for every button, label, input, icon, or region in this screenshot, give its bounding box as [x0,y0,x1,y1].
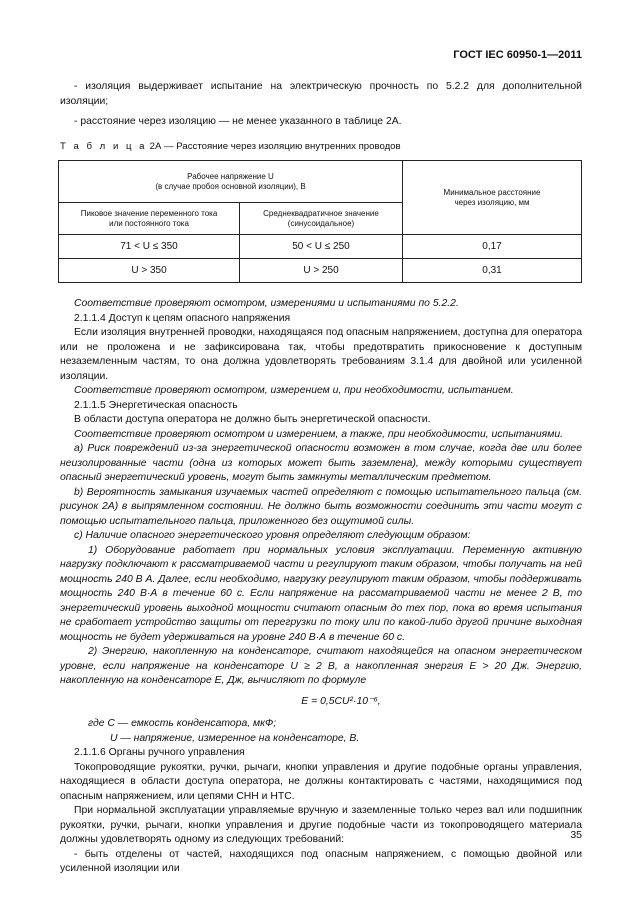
paragraph: Токопроводящие рукоятки, ручки, рычаги, кнопки управления и другие подобные органы управления, находящиеся в области доступа оператора, не должны контактировать с частями, находящимися под опасным напряжением, или цепями СНН и НТС. [60,761,582,802]
header-line: Минимальное расстояние [443,187,541,197]
page-header: ГОСТ IEC 60950-1—2011 [453,49,582,61]
section-heading: 2.1.1.6 Органы ручного управления [74,747,245,758]
paragraph: с) Наличие опасного энергетического уровня определяют следующим образом: [74,530,471,541]
paragraph: При нормальной эксплуатации управляемые вручную и заземленные только через вал или подшипник рукоятки, ручки, рычаги, кнопки управления и другие подобные части из токопроводящего материала должны удовлетворять одному из следующих требований: [60,805,582,845]
document-body [60,80,582,877]
insulation-distance-table [58,160,582,283]
formula-legend: U — напряжение, измеренное на конденсаторе, В. [110,732,360,744]
cell-distance: 0,17 [403,235,582,259]
paragraph: Соответствие проверяют осмотром, измерениями и испытаниями по 5.2.2. [74,298,459,309]
header-line: или постоянного тока [109,218,189,228]
paragraph: а) Риск повреждений из-за энергетической опасности возможен в том случае, когда две или более неизолированные части (одна из которых может быть заземлена), между которыми существует опасный энергетический уровень, могут быть замкнуты металлическим предметом. [60,443,582,483]
header-line: через изоляцию, мм [454,197,530,207]
cell-peak: U > 350 [59,259,240,283]
cell-rms: 50 < U ≤ 250 [240,235,403,259]
header-line: Пиковое значение переменного тока [80,208,218,218]
table-caption [60,140,582,155]
cell-rms: U > 250 [240,259,403,283]
cell-peak: 71 < U ≤ 350 [59,235,240,259]
energy-formula: E = 0,5CU²·10⁻⁶, [301,695,381,707]
header-line: (синусоидальное) [287,218,355,228]
paragraph: В области доступа оператора не должно быть энергетической опасности. [74,414,431,425]
header-line: Среднеквадратичное значение [263,208,379,218]
table-caption-lead: Т а б л и ц а [60,140,147,152]
section-heading: 2.1.1.4 Доступ к цепям опасного напряжения [74,312,291,324]
paragraph: Соответствие проверяют осмотром, измерением и, при необходимости, испытанием. [74,385,514,396]
header-line: Рабочее напряжение U [187,171,274,181]
cell-distance: 0,31 [403,259,582,283]
header-min-distance [403,161,582,235]
table-caption-text: 2А — Расстояние через изоляцию внутренних проводов [146,140,401,152]
paragraph: b) Вероятность замыкания изучаемых частей определяют с помощью испытательного пальца (см. рисунок 2А) в выпрямленном состоянии. Не должно быть возможности соединить эти части могут с помощью испытательного пальца, приложенного без ощутимой силы. [60,486,582,527]
paragraph: - изоляция выдерживает испытание на электрическую прочность по 5.2.2 для дополнительной изоляции; [60,81,582,107]
formula-legend: где С — емкость конденсатора, мкФ; [88,718,277,729]
paragraph: - быть отделены от частей, находящихся под опасным напряжением, с помощью двойной или усиленной изоляции или [60,848,582,874]
paragraph: 2) Энергию, накопленную на конденсаторе, считают находящейся на опасном энергетическом уровне, если напряжение на конденсаторе U ≥ 2 В, а накопленная энергия E > 20 Дж. Энергию, накопленную на конденсаторе Е, Дж, вычисляют по формуле [60,646,582,686]
header-peak-value [59,203,240,235]
page-number: 35 [570,829,582,841]
paragraph: Если изоляция внутренней проводки, находящаяся под опасным напряжением, доступна для оператора или не проложена и не зафиксирована так, чтобы предотвратить прикосновение к доступным незаземленным частям, то она должна удовлетворять требованиям 3.1.4 для двойной или усиленной изоляции. [60,327,582,382]
section-heading: 2.1.1.5 Энергетическая опасность [74,399,238,411]
paragraph: Соответствие проверяют осмотром и измерением, а также, при необходимости, испытаниями. [74,428,564,440]
paragraph: 1) Оборудование работает при нормальных условия эксплуатации. Переменную активную нагрузку подключают к рассматриваемой части и регулируют таким образом, чтобы получать на ней мощность 240 В А. Далее, если необходимо, нагрузку регулируют таким образом, чтобы поддерживать мощность 240 В·А в течение 60 с. Если напряжение на рассматриваемой части не менее 2 В, то энергетический уровень выходной мощности считают опасным до тех пор, пока во время испытания не сработает устройство защиты от перегрузки по току или по какой-либо другой причине выходная мощность не будет удерживаться на уровне 240 В·А в течение 60 с. [60,544,582,643]
table-row [59,235,582,259]
header-rms-value [240,203,403,235]
paragraph: - расстояние через изоляцию — не менее указанного в таблице 2А. [74,116,402,127]
header-working-voltage [59,161,403,203]
header-line: (в случае пробоя основной изоляции), В [155,181,306,191]
table-row [59,259,582,283]
